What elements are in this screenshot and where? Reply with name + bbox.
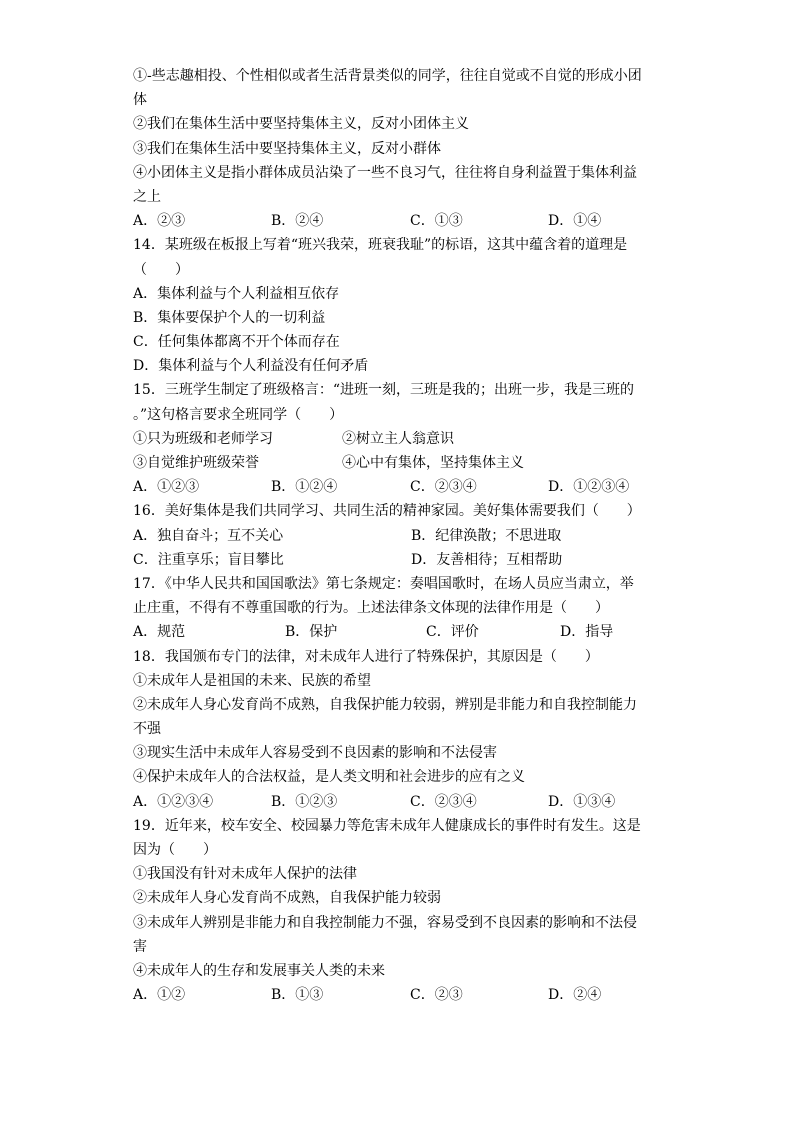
question-stem: 14．某班级在板报上写着“班兴我荣，班衰我耻”的标语，这其中蕴含着的道理是: [133, 237, 628, 254]
statement-2: ②树立主人翁意识: [342, 430, 454, 447]
option-c: C．②③④: [410, 793, 477, 810]
answer-options: [133, 475, 673, 499]
option-b: B．纪律涣散；不思进取: [411, 527, 562, 544]
statement-line: 不强: [133, 721, 161, 738]
option-d: D．集体利益与个人利益没有任何矛盾: [133, 358, 369, 375]
answer-options: [133, 524, 673, 548]
question-stem: 18．我国颁布专门的法律，对未成年人进行了特殊保护，其原因是（ ）: [133, 648, 599, 665]
statement-line: 害: [133, 938, 147, 955]
option-a: A．②③: [133, 213, 186, 230]
statement-line: ④保护未成年人的合法权益，是人类文明和社会进步的应有之义: [133, 769, 525, 786]
statement-line: ④未成年人的生存和发展事关人类的未来: [133, 962, 385, 979]
option-a: A．集体利益与个人利益相互依存: [133, 285, 340, 302]
option-c: C．①③: [410, 213, 463, 230]
statement-line: ①我国没有针对未成年人保护的法律: [133, 866, 357, 883]
statement-line: ②未成年人身心发育尚不成熟，自我保护能力较弱，辨别是非能力和自我控制能力: [133, 696, 637, 713]
statement-line: ②未成年人身心发育尚不成熟，自我保护能力较弱: [133, 890, 441, 907]
statement-row: [133, 451, 673, 475]
statement-line: ①-些志趣相投、个性相似或者生活背景类似的同学，往往自觉或不自觉的形成小团: [133, 68, 642, 84]
option-d: D．友善相待；互相帮助: [411, 551, 563, 568]
option-b: B．①②④: [271, 479, 338, 496]
question-17: [133, 572, 673, 645]
answer-options: [133, 209, 673, 233]
statement-line: ②我们在集体生活中要坚持集体主义，反对小团体主义: [133, 116, 469, 133]
statement-line: ③现实生活中未成年人容易受到不良因素的影响和不法侵害: [133, 745, 497, 762]
statement-line: 之上: [133, 188, 161, 205]
statement-line: ③我们在集体生活中要坚持集体主义，反对小群体: [133, 140, 441, 157]
option-d: D．①③④: [548, 793, 616, 810]
option-b: B．①③: [271, 987, 324, 1004]
option-c: C．评价: [426, 624, 479, 641]
option-c: C．注重享乐；盲目攀比: [133, 551, 284, 568]
option-a: A．①②③④: [133, 793, 214, 810]
option-d: D．指导: [560, 624, 614, 641]
question-stem: （ ）: [133, 261, 189, 278]
option-a: A．规范: [133, 624, 186, 641]
question-stem: 17．《中华人民共和国国歌法》第七条规定：奏唱国歌时，在场人员应当肃立，举: [133, 575, 634, 592]
answer-options: [133, 548, 673, 572]
answer-options: [133, 790, 673, 814]
question-stem: 因为（ ）: [133, 842, 217, 858]
statement-line: ①未成年人是祖国的未来、民族的希望: [133, 672, 371, 689]
option-b: B．②④: [271, 213, 324, 230]
option-a: A．①②: [133, 987, 186, 1004]
statement-line: ③未成年人辨别是非能力和自我控制能力不强，容易受到不良因素的影响和不法侵: [133, 914, 637, 931]
statement-line: ④小团体主义是指小群体成员沾染了一些不良习气，往往将自身利益置于集体利益: [133, 164, 637, 181]
question-19: [133, 814, 673, 1008]
option-a: A．独自奋斗；互不关心: [133, 527, 284, 544]
question-stem: 。”这句格言要求全班同学（ ）: [133, 406, 344, 423]
option-d: D．②④: [548, 987, 602, 1004]
question-13: [133, 64, 673, 233]
question-stem: 15．三班学生制定了班级格言：“进班一刻，三班是我的；出班一步，我是三班的: [133, 382, 634, 399]
option-b: B．①②③: [271, 793, 338, 810]
statement-row: [133, 427, 673, 451]
answer-options: [133, 620, 673, 644]
option-d: D．①②③④: [548, 479, 630, 496]
statement-line: 体: [133, 92, 147, 109]
option-b: B．集体要保护个人的一切利益: [133, 309, 326, 326]
statement-1: ①只为班级和老师学习: [133, 430, 273, 447]
option-d: D．①④: [548, 213, 602, 230]
question-content: [133, 64, 673, 1007]
statement-3: ③自觉维护班级荣誉: [133, 455, 259, 471]
option-b: B．保护: [285, 624, 338, 641]
option-a: A．①②③: [133, 479, 200, 496]
statement-4: ④心中有集体，坚持集体主义: [342, 455, 524, 471]
question-stem: 16．美好集体是我们共同学习、共同生活的精神家园。美好集体需要我们（ ）: [133, 503, 641, 520]
option-c: C．②③④: [410, 479, 477, 496]
question-14: [133, 233, 673, 378]
question-16: [133, 499, 673, 572]
question-stem: 19．近年来，校车安全、校园暴力等危害未成年人健康成长的事件时有发生。这是: [133, 817, 641, 834]
option-c: C．任何集体都离不开个体而存在: [133, 334, 340, 351]
question-15: [133, 378, 673, 499]
answer-options: [133, 983, 673, 1007]
question-stem: 止庄重，不得有不尊重国歌的行为。上述法律条文体现的法律作用是（ ）: [133, 600, 609, 617]
question-18: [133, 645, 673, 814]
option-c: C．②③: [410, 987, 463, 1004]
